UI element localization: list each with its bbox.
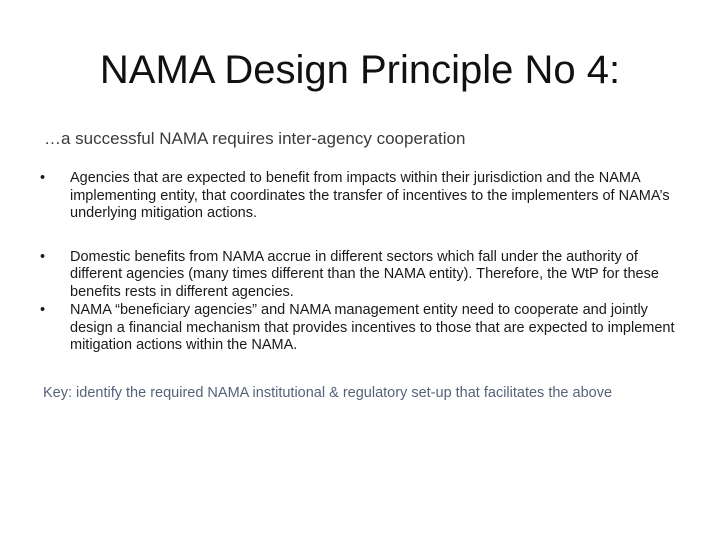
slide-subtitle: …a successful NAMA requires inter-agency cooperation	[44, 129, 466, 148]
bullet-item	[40, 302, 680, 355]
bullet-text: Agencies that are expected to benefit from impacts within their jurisdiction and the NAMA implementing entity, that coordinates the transfer of incentives to the implementers of NAMA’s underlying mitigation actions.	[70, 170, 670, 221]
bullet-text: Domestic benefits from NAMA accrue in different sectors which fall under the authority of different agencies (many times different than the NAMA entity). Therefore, the WtP for these benefits rests in different agencies.	[70, 248, 659, 300]
bullet-list	[40, 170, 680, 355]
bullet-item	[40, 170, 680, 223]
bullet-item	[40, 249, 680, 302]
bullet-symbol: •	[40, 302, 46, 318]
key-note: Key: identify the required NAMA institutional & regulatory set-up that facilitates the above	[43, 385, 613, 401]
bullet-text: NAMA “beneficiary agencies” and NAMA management entity need to cooperate and jointly design a financial mechanism that provides incentives to those that are expected to implement mitigation actions within the NAMA.	[70, 302, 675, 353]
bullet-symbol: •	[40, 170, 46, 186]
slide-title: NAMA Design Principle No 4:	[99, 48, 621, 92]
bullet-symbol: •	[40, 248, 46, 265]
